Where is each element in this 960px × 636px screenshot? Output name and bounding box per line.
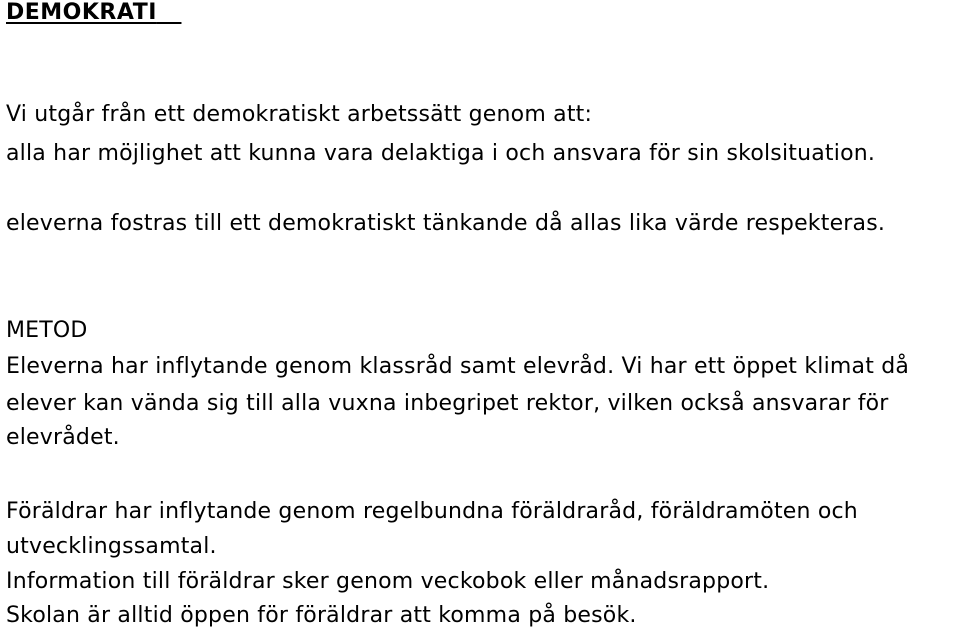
paragraph-line: elevrådet. — [6, 425, 120, 450]
paragraph-line: eleverna fostras till ett demokratiskt tänkande då allas lika värde respekteras. — [6, 211, 886, 236]
paragraph-line: Information till föräldrar sker genom veckobok eller månadsrapport. — [6, 569, 770, 594]
paragraph-line: Skolan är alltid öppen för föräldrar att komma på besök. — [6, 603, 637, 628]
paragraph-line: Eleverna har inflytande genom klassråd samt elevråd. Vi har ett öppet klimat då — [6, 354, 910, 379]
paragraph-line: utvecklingssamtal. — [6, 534, 217, 559]
paragraph-line: Föräldrar har inflytande genom regelbundna föräldraråd, föräldramöten och — [6, 499, 858, 524]
paragraph-line: alla har möjlighet att kunna vara delaktiga i och ansvara för sin skolsituation. — [6, 141, 876, 166]
paragraph-line: elever kan vända sig till alla vuxna inbegripet rektor, vilken också ansvarar för — [6, 391, 889, 416]
section-heading-metod: METOD — [6, 318, 88, 343]
page-title: DEMOKRATI — [6, 0, 157, 25]
paragraph-line: Vi utgår från ett demokratiskt arbetssätt genom att: — [6, 102, 593, 127]
